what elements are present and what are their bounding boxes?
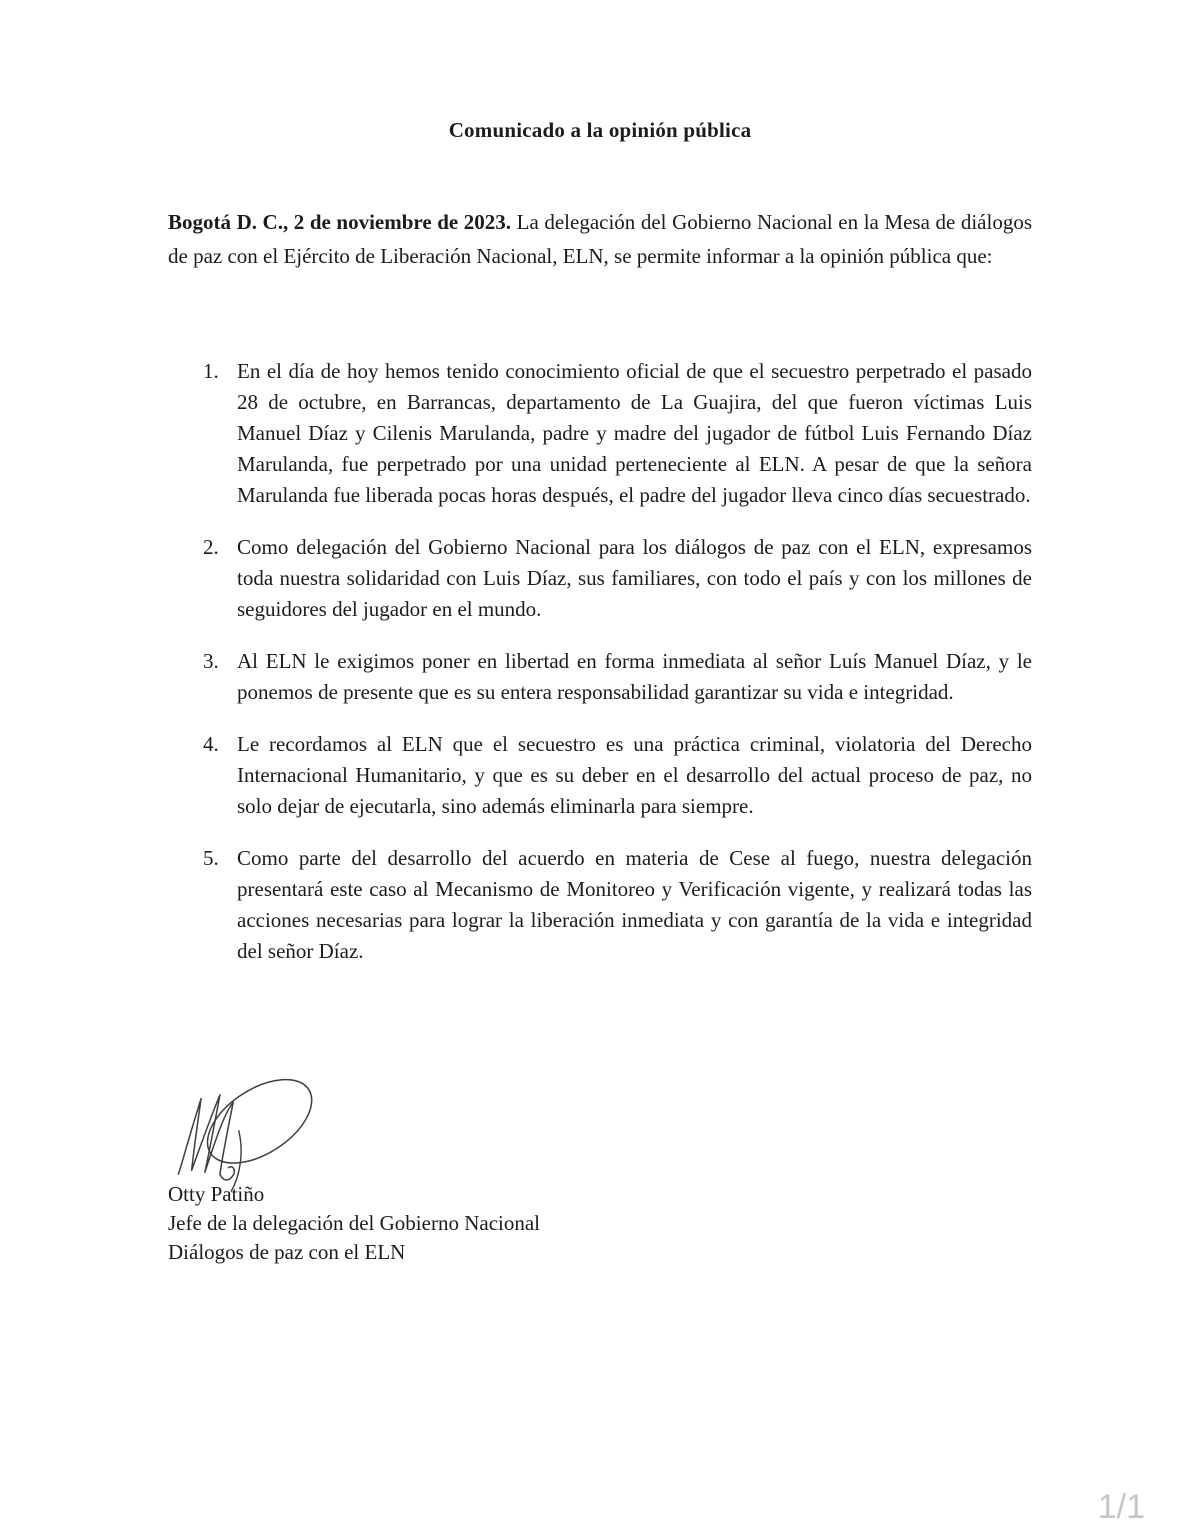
list-item-number: 5. xyxy=(203,846,219,870)
signatory-name: Otty Patiño xyxy=(168,1182,265,1206)
page-number-indicator: 1/1 xyxy=(1097,1488,1145,1526)
list-item-number: 4. xyxy=(203,732,219,756)
numbered-list xyxy=(168,356,1032,967)
list-item xyxy=(168,532,1032,625)
list-item xyxy=(168,356,1032,511)
list-item-text: Le recordamos al ELN que el secuestro es una práctica criminal, violatoria del Derecho Internacional Humanitario, y que es su deber en el desarrollo del actual proceso de paz, no solo dejar de ejecutarla, sino además eliminarla para siempre. xyxy=(237,732,1032,818)
list-item-text: En el día de hoy hemos tenido conocimiento oficial de que el secuestro perpetrado el pasado 28 de octubre, en Barrancas, departamento de La Guajira, del que fueron víctimas Luis Manuel Díaz y Cilenis Marulanda, padre y madre del jugador de fútbol Luis Fernando Díaz Marulanda, fue perpetrado por una unidad perteneciente al ELN. A pesar de que la señora Marulanda fue liberada pocas horas después, el padre del jugador lleva cinco días secuestrado. xyxy=(237,359,1032,507)
signature-lines xyxy=(168,1180,768,1267)
list-item-number: 1. xyxy=(203,359,219,383)
list-item-number: 3. xyxy=(203,649,219,673)
page-title: Comunicado a la opinión pública xyxy=(448,118,752,142)
signatory-role: Jefe de la delegación del Gobierno Nacional xyxy=(168,1211,541,1235)
list-item-text: Como parte del desarrollo del acuerdo en materia de Cese al fuego, nuestra delegación presentará este caso al Mecanismo de Monitoreo y Verificación vigente, y realizará todas las acciones necesarias para lograr la liberación inmediata y con garantía de la vida e integridad del señor Díaz. xyxy=(237,846,1032,963)
list-item-number: 2. xyxy=(203,535,219,559)
handwritten-signature-image xyxy=(172,1076,334,1194)
list-item xyxy=(168,729,1032,822)
list-item xyxy=(168,646,1032,708)
intro-text: La delegación del Gobierno Nacional en la Mesa de diálogos de paz con el Ejército de Liberación Nacional, ELN, se permite informar a la opinión pública que: xyxy=(168,210,1033,268)
list-item xyxy=(168,843,1032,967)
list-item-text: Al ELN le exigimos poner en libertad en forma inmediata al señor Luís Manuel Díaz, y le ponemos de presente que es su entera responsabilidad garantizar su vida e integridad. xyxy=(237,649,1032,704)
signatory-org: Diálogos de paz con el ELN xyxy=(168,1240,406,1264)
list-item-text: Como delegación del Gobierno Nacional para los diálogos de paz con el ELN, expresamos toda nuestra solidaridad con Luis Díaz, sus familiares, con todo el país y con los millones de seguidores del jugador en el mundo. xyxy=(237,535,1032,621)
dateline: Bogotá D. C., 2 de noviembre de 2023. xyxy=(168,210,512,234)
intro-paragraph xyxy=(168,205,1032,273)
